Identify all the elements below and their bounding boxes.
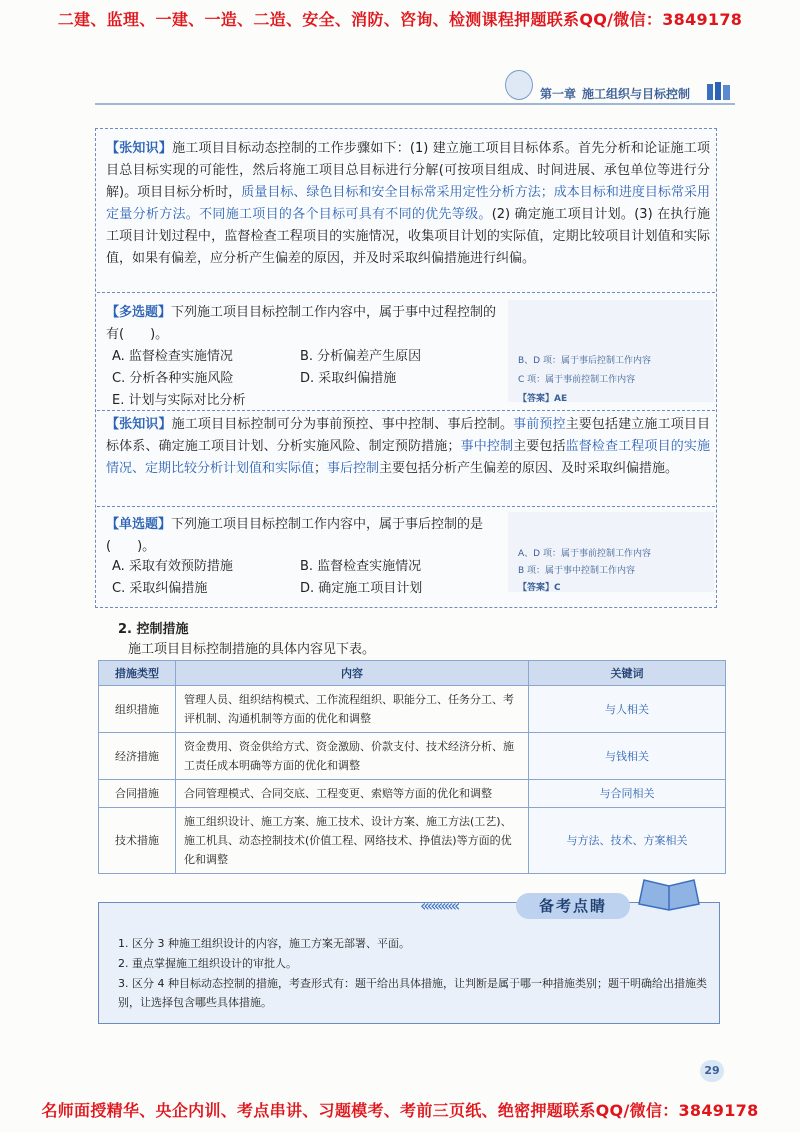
column-header: 措施类型 xyxy=(99,661,176,686)
chapter-header xyxy=(540,85,696,102)
top-ad-banner: 二建、监理、一建、一造、二造、安全、消防、咨询、检测课程押题联系QQ/微信：3849178 xyxy=(57,10,743,29)
answer-note: B、D 项：属于事后控制工作内容 xyxy=(518,356,651,366)
answer-label: 【答案】AE xyxy=(518,394,568,404)
knowledge-tag: 【张知识】 xyxy=(106,417,172,432)
divider xyxy=(97,410,715,411)
chapter-number: 第一章 xyxy=(540,87,577,101)
exam-tips-title: 备考点睛 xyxy=(516,893,630,919)
option-d: D. 确定施工项目计划 xyxy=(300,581,423,596)
option-d: D. 采取纠偏措施 xyxy=(300,371,397,386)
column-header: 内容 xyxy=(176,661,529,686)
knowledge-block-2: 【张知识】施工项目目标控制可分为事前预控、事中控制、事后控制。事前预控主要包括建立施工项目目标体系、确定施工项目计划、分析实施风险、制定预防措施；事中控制主要包括监督检查工程项目的实施情况、定期比较分析计划值和实际值；事后控制主要包括分析产生偏差的原因、及时采取纠偏措施。 xyxy=(106,417,710,476)
chapter-title: 施工组织与目标控制 xyxy=(582,87,691,101)
measure-content: 资金费用、资金供给方式、资金激励、价款支付、技术经济分析、施工责任成本明确等方面的优化和调整 xyxy=(176,733,529,780)
open-book-icon xyxy=(634,874,704,914)
measure-type: 组织措施 xyxy=(99,686,176,733)
answer-label: 【答案】C xyxy=(518,583,561,593)
measure-type: 经济措施 xyxy=(99,733,176,780)
section-intro: 施工项目目标控制措施的具体内容见下表。 xyxy=(128,642,376,657)
divider xyxy=(97,292,715,293)
table-row xyxy=(99,686,726,733)
option-c: C. 采取纠偏措施 xyxy=(112,581,208,596)
book-icon xyxy=(706,82,732,102)
highlight-text: 质量目标、绿色目标和安全目标常采用定性分析方法；成本目标和进度目标常采用定量分析方法。不同施工项目的各个目标可具有不同的优先等级。 xyxy=(106,185,710,222)
table-row xyxy=(99,780,726,808)
measure-keyword: 与合同相关 xyxy=(529,780,726,808)
tip-item: 2. 重点掌握施工组织设计的审批人。 xyxy=(118,957,297,970)
highlight-text: 监督检查工程项目的实施情况、定期比较分析计划值和实际值 xyxy=(106,439,710,476)
question-tag: 【单选题】 xyxy=(106,517,172,532)
measure-type: 技术措施 xyxy=(99,808,176,874)
answer-note: C 项：属于事前控制工作内容 xyxy=(518,375,636,385)
table-header-row xyxy=(99,661,726,686)
question-stem: 下列施工项目目标控制工作内容中，属于事后控制的是( )。 xyxy=(106,517,484,554)
option-c: C. 分析各种实施风险 xyxy=(112,371,234,386)
divider xyxy=(97,506,715,507)
measure-content: 管理人员、组织结构模式、工作流程组织、职能分工、任务分工、考评机制、沟通机制等方面的优化和调整 xyxy=(176,686,529,733)
measure-keyword: 与方法、技术、方案相关 xyxy=(529,808,726,874)
option-b: B. 监督检查实施情况 xyxy=(300,559,422,574)
question-stem: 下列施工项目目标控制工作内容中，属于事中过程控制的有( )。 xyxy=(106,305,497,342)
header-rule xyxy=(95,103,735,105)
knowledge-block-1: 【张知识】施工项目目标动态控制的工作步骤如下：(1) 建立施工项目目标体系。首先分析和论证施工项目总目标实现的可能性，然后将施工项目总目标进行分解(可按项目组成、时间进展、承包单位等进行分解)。项目目标分析时，质量目标、绿色目标和安全目标常采用定性分析方法；成本目标和进度目标常采用定量分析方法。不同施工项目的各个目标可具有不同的优先等级。(2) 确定施工项目计划。(3) 在执行施工项目计划过程中，监督检查工程项目的实施情况，收集项目计划的实际值，定期比较项目计划值和实际值，如果有偏差，应分析产生偏差的原因，并及时采取纠偏措施进行纠偏。 xyxy=(106,141,710,266)
table-row xyxy=(99,808,726,874)
question-tag: 【多选题】 xyxy=(106,305,172,320)
column-header: 关键词 xyxy=(529,661,726,686)
option-e: E. 计划与实际对比分析 xyxy=(112,393,246,408)
measure-keyword: 与人相关 xyxy=(529,686,726,733)
option-b: B. 分析偏差产生原因 xyxy=(300,349,422,364)
measure-content: 合同管理模式、合同交底、工程变更、索赔等方面的优化和调整 xyxy=(176,780,529,808)
option-a: A. 监督检查实施情况 xyxy=(112,349,233,364)
option-a: A. 采取有效预防措施 xyxy=(112,559,233,574)
measure-keyword: 与钱相关 xyxy=(529,733,726,780)
mascot-icon xyxy=(505,70,533,100)
measure-type: 合同措施 xyxy=(99,780,176,808)
answer-note: B 项：属于事中控制工作内容 xyxy=(518,566,636,576)
question-2 xyxy=(106,514,506,558)
knowledge-tag: 【张知识】 xyxy=(106,141,173,156)
question-1 xyxy=(106,302,506,346)
tip-item: 3. 区分 4 种目标动态控制的措施，考查形式有：题干给出具体措施，让判断是属于哪一种措施类别；题干明确给出措施类别，让选择包含哪些具体措施。 xyxy=(118,977,707,1009)
measure-content: 施工组织设计、施工方案、施工技术、设计方案、施工方法(工艺)、施工机具、动态控制技术(价值工程、网络技术、挣值法)等方面的优化和调整 xyxy=(176,808,529,874)
tip-item: 1. 区分 3 种施工组织设计的内容，施工方案无部署、平面。 xyxy=(118,937,410,950)
page-number: 29 xyxy=(700,1060,724,1082)
table-row xyxy=(99,733,726,780)
answer-note: A、D 项：属于事前控制工作内容 xyxy=(518,549,651,559)
bottom-ad-banner: 名师面授精华、央企内训、考点串讲、习题模考、考前三页纸、绝密押题联系QQ/微信：3849178 xyxy=(41,1101,759,1120)
section-title: 2. 控制措施 xyxy=(118,622,189,637)
measures-table xyxy=(98,660,726,874)
chevron-decoration-icon: ‹‹‹‹‹‹‹‹‹‹‹ xyxy=(420,896,458,915)
